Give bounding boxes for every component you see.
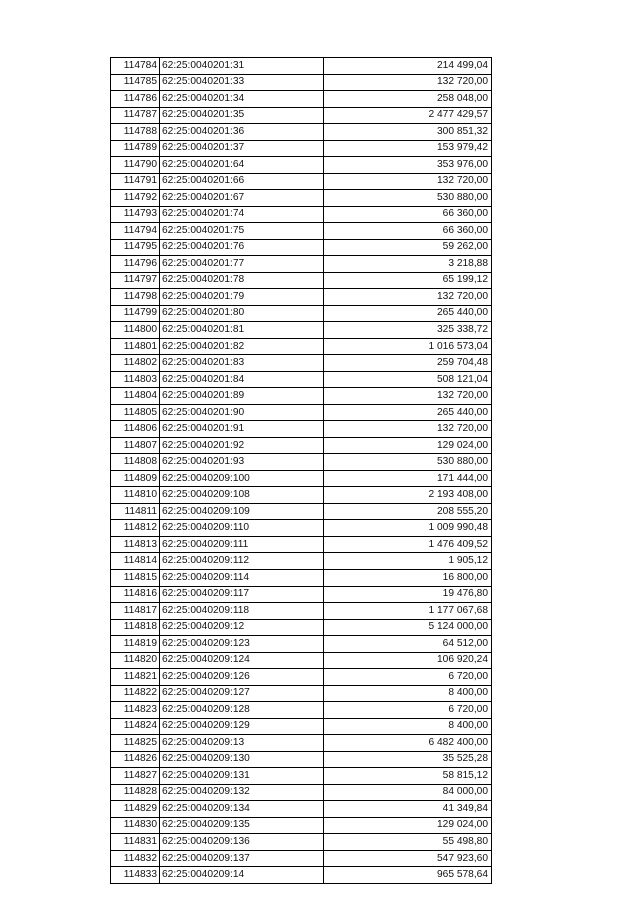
value-cell: 325 338,72: [324, 322, 492, 339]
value-cell: 1 476 409,52: [324, 536, 492, 553]
value-cell: 530 880,00: [324, 190, 492, 207]
table-row: [111, 669, 492, 686]
cadastral-number-cell: 62:25:0040201:35: [160, 107, 324, 124]
cadastral-number-cell: 62:25:0040209:130: [160, 751, 324, 768]
row-id-cell: 114799: [111, 305, 160, 322]
value-cell: 129 024,00: [324, 437, 492, 454]
cadastral-number-cell: 62:25:0040201:66: [160, 173, 324, 190]
cadastral-number-cell: 62:25:0040209:135: [160, 817, 324, 834]
cadastral-number-cell: 62:25:0040209:110: [160, 520, 324, 537]
value-cell: 171 444,00: [324, 470, 492, 487]
row-id-cell: 114832: [111, 850, 160, 867]
table-row: [111, 305, 492, 322]
value-cell: 132 720,00: [324, 289, 492, 306]
table-row: [111, 718, 492, 735]
table-row: [111, 74, 492, 91]
value-cell: 1 177 067,68: [324, 603, 492, 620]
value-cell: 132 720,00: [324, 388, 492, 405]
row-id-cell: 114807: [111, 437, 160, 454]
cadastral-number-cell: 62:25:0040201:78: [160, 272, 324, 289]
row-id-cell: 114791: [111, 173, 160, 190]
cadastral-number-cell: 62:25:0040209:123: [160, 636, 324, 653]
row-id-cell: 114826: [111, 751, 160, 768]
table-row: [111, 603, 492, 620]
row-id-cell: 114824: [111, 718, 160, 735]
value-cell: 300 851,32: [324, 124, 492, 141]
table-row: [111, 503, 492, 520]
cadastral-number-cell: 62:25:0040201:83: [160, 355, 324, 372]
value-cell: 2 477 429,57: [324, 107, 492, 124]
row-id-cell: 114811: [111, 503, 160, 520]
row-id-cell: 114820: [111, 652, 160, 669]
cadastral-number-cell: 62:25:0040209:109: [160, 503, 324, 520]
table-row: [111, 223, 492, 240]
row-id-cell: 114805: [111, 404, 160, 421]
value-cell: 353 976,00: [324, 157, 492, 174]
value-cell: 41 349,84: [324, 801, 492, 818]
cadastral-number-cell: 62:25:0040201:34: [160, 91, 324, 108]
row-id-cell: 114806: [111, 421, 160, 438]
cadastral-number-cell: 62:25:0040209:128: [160, 702, 324, 719]
row-id-cell: 114803: [111, 371, 160, 388]
cadastral-number-cell: 62:25:0040201:64: [160, 157, 324, 174]
table-row: [111, 256, 492, 273]
row-id-cell: 114790: [111, 157, 160, 174]
value-cell: 508 121,04: [324, 371, 492, 388]
cadastral-number-cell: 62:25:0040209:118: [160, 603, 324, 620]
cadastral-number-cell: 62:25:0040209:134: [160, 801, 324, 818]
value-cell: 65 199,12: [324, 272, 492, 289]
row-id-cell: 114798: [111, 289, 160, 306]
table-row: [111, 768, 492, 785]
table-row: [111, 817, 492, 834]
value-cell: 6 482 400,00: [324, 735, 492, 752]
cadastral-number-cell: 62:25:0040201:81: [160, 322, 324, 339]
table-row: [111, 784, 492, 801]
table-row: [111, 454, 492, 471]
value-cell: 1 016 573,04: [324, 338, 492, 355]
row-id-cell: 114809: [111, 470, 160, 487]
table-row: [111, 272, 492, 289]
value-cell: 6 720,00: [324, 669, 492, 686]
table-row: [111, 289, 492, 306]
cadastral-number-cell: 62:25:0040209:126: [160, 669, 324, 686]
table-row: [111, 801, 492, 818]
value-cell: 5 124 000,00: [324, 619, 492, 636]
table-row: [111, 751, 492, 768]
cadastral-number-cell: 62:25:0040209:12: [160, 619, 324, 636]
cadastral-number-cell: 62:25:0040201:37: [160, 140, 324, 157]
cadastral-number-cell: 62:25:0040209:114: [160, 569, 324, 586]
cadastral-number-cell: 62:25:0040201:89: [160, 388, 324, 405]
value-cell: 66 360,00: [324, 223, 492, 240]
value-cell: 55 498,80: [324, 834, 492, 851]
value-cell: 1 905,12: [324, 553, 492, 570]
cadastral-number-cell: 62:25:0040201:36: [160, 124, 324, 141]
row-id-cell: 114816: [111, 586, 160, 603]
value-cell: 265 440,00: [324, 404, 492, 421]
cadastral-number-cell: 62:25:0040201:77: [160, 256, 324, 273]
row-id-cell: 114797: [111, 272, 160, 289]
value-cell: 547 923,60: [324, 850, 492, 867]
cadastral-number-cell: 62:25:0040201:93: [160, 454, 324, 471]
table-row: [111, 685, 492, 702]
value-cell: 64 512,00: [324, 636, 492, 653]
table-row: [111, 421, 492, 438]
row-id-cell: 114808: [111, 454, 160, 471]
value-cell: 1 009 990,48: [324, 520, 492, 537]
table-row: [111, 124, 492, 141]
table-row: [111, 652, 492, 669]
cadastral-number-cell: 62:25:0040201:31: [160, 58, 324, 75]
row-id-cell: 114815: [111, 569, 160, 586]
row-id-cell: 114793: [111, 206, 160, 223]
row-id-cell: 114817: [111, 603, 160, 620]
table-row: [111, 190, 492, 207]
cadastral-number-cell: 62:25:0040201:75: [160, 223, 324, 240]
cadastral-number-cell: 62:25:0040201:84: [160, 371, 324, 388]
cadastral-number-cell: 62:25:0040209:100: [160, 470, 324, 487]
value-cell: 59 262,00: [324, 239, 492, 256]
cadastral-number-cell: 62:25:0040201:90: [160, 404, 324, 421]
row-id-cell: 114818: [111, 619, 160, 636]
value-cell: 214 499,04: [324, 58, 492, 75]
value-cell: 66 360,00: [324, 206, 492, 223]
table-row: [111, 867, 492, 884]
cadastral-number-cell: 62:25:0040201:82: [160, 338, 324, 355]
value-cell: 132 720,00: [324, 421, 492, 438]
row-id-cell: 114825: [111, 735, 160, 752]
row-id-cell: 114786: [111, 91, 160, 108]
table-row: [111, 91, 492, 108]
table-row: [111, 322, 492, 339]
row-id-cell: 114813: [111, 536, 160, 553]
cadastral-number-cell: 62:25:0040209:127: [160, 685, 324, 702]
row-id-cell: 114810: [111, 487, 160, 504]
row-id-cell: 114789: [111, 140, 160, 157]
value-cell: 58 815,12: [324, 768, 492, 785]
cadastral-number-cell: 62:25:0040209:117: [160, 586, 324, 603]
row-id-cell: 114792: [111, 190, 160, 207]
value-cell: 16 800,00: [324, 569, 492, 586]
cadastral-number-cell: 62:25:0040209:13: [160, 735, 324, 752]
cadastral-number-cell: 62:25:0040209:14: [160, 867, 324, 884]
value-cell: 2 193 408,00: [324, 487, 492, 504]
table-row: [111, 157, 492, 174]
table-body: [111, 58, 492, 884]
row-id-cell: 114788: [111, 124, 160, 141]
value-cell: 153 979,42: [324, 140, 492, 157]
value-cell: 965 578,64: [324, 867, 492, 884]
table-row: [111, 173, 492, 190]
table-row: [111, 619, 492, 636]
cadastral-number-cell: 62:25:0040201:76: [160, 239, 324, 256]
value-cell: 84 000,00: [324, 784, 492, 801]
table-row: [111, 553, 492, 570]
table-row: [111, 388, 492, 405]
row-id-cell: 114796: [111, 256, 160, 273]
table-row: [111, 850, 492, 867]
row-id-cell: 114784: [111, 58, 160, 75]
table-row: [111, 702, 492, 719]
value-cell: 129 024,00: [324, 817, 492, 834]
cadastral-number-cell: 62:25:0040201:74: [160, 206, 324, 223]
table-row: [111, 239, 492, 256]
row-id-cell: 114828: [111, 784, 160, 801]
value-cell: 8 400,00: [324, 718, 492, 735]
row-id-cell: 114800: [111, 322, 160, 339]
row-id-cell: 114822: [111, 685, 160, 702]
document-page: [110, 57, 492, 884]
row-id-cell: 114833: [111, 867, 160, 884]
row-id-cell: 114827: [111, 768, 160, 785]
table-row: [111, 520, 492, 537]
cadastral-number-cell: 62:25:0040209:124: [160, 652, 324, 669]
cadastral-number-cell: 62:25:0040201:79: [160, 289, 324, 306]
cadastral-number-cell: 62:25:0040209:136: [160, 834, 324, 851]
table-row: [111, 437, 492, 454]
table-row: [111, 404, 492, 421]
table-row: [111, 470, 492, 487]
cadastral-number-cell: 62:25:0040209:111: [160, 536, 324, 553]
row-id-cell: 114823: [111, 702, 160, 719]
value-cell: 19 476,80: [324, 586, 492, 603]
cadastral-number-cell: 62:25:0040209:132: [160, 784, 324, 801]
table-row: [111, 834, 492, 851]
cadastral-number-cell: 62:25:0040209:131: [160, 768, 324, 785]
row-id-cell: 114812: [111, 520, 160, 537]
row-id-cell: 114819: [111, 636, 160, 653]
table-row: [111, 206, 492, 223]
row-id-cell: 114821: [111, 669, 160, 686]
table-row: [111, 586, 492, 603]
cadastral-number-cell: 62:25:0040201:92: [160, 437, 324, 454]
row-id-cell: 114787: [111, 107, 160, 124]
value-cell: 132 720,00: [324, 173, 492, 190]
value-cell: 208 555,20: [324, 503, 492, 520]
cadastral-value-table: [110, 57, 492, 884]
value-cell: 3 218,88: [324, 256, 492, 273]
cadastral-number-cell: 62:25:0040201:33: [160, 74, 324, 91]
value-cell: 530 880,00: [324, 454, 492, 471]
table-row: [111, 58, 492, 75]
row-id-cell: 114831: [111, 834, 160, 851]
cadastral-number-cell: 62:25:0040201:91: [160, 421, 324, 438]
cadastral-number-cell: 62:25:0040201:67: [160, 190, 324, 207]
table-row: [111, 338, 492, 355]
table-row: [111, 536, 492, 553]
row-id-cell: 114795: [111, 239, 160, 256]
value-cell: 106 920,24: [324, 652, 492, 669]
value-cell: 35 525,28: [324, 751, 492, 768]
value-cell: 6 720,00: [324, 702, 492, 719]
row-id-cell: 114829: [111, 801, 160, 818]
cadastral-number-cell: 62:25:0040209:137: [160, 850, 324, 867]
value-cell: 8 400,00: [324, 685, 492, 702]
cadastral-number-cell: 62:25:0040209:108: [160, 487, 324, 504]
table-row: [111, 636, 492, 653]
value-cell: 259 704,48: [324, 355, 492, 372]
table-row: [111, 569, 492, 586]
table-row: [111, 140, 492, 157]
cadastral-number-cell: 62:25:0040209:129: [160, 718, 324, 735]
table-row: [111, 735, 492, 752]
cadastral-number-cell: 62:25:0040209:112: [160, 553, 324, 570]
row-id-cell: 114802: [111, 355, 160, 372]
row-id-cell: 114804: [111, 388, 160, 405]
cadastral-number-cell: 62:25:0040201:80: [160, 305, 324, 322]
value-cell: 132 720,00: [324, 74, 492, 91]
table-row: [111, 355, 492, 372]
row-id-cell: 114794: [111, 223, 160, 240]
table-row: [111, 487, 492, 504]
row-id-cell: 114830: [111, 817, 160, 834]
row-id-cell: 114785: [111, 74, 160, 91]
row-id-cell: 114801: [111, 338, 160, 355]
row-id-cell: 114814: [111, 553, 160, 570]
value-cell: 265 440,00: [324, 305, 492, 322]
table-row: [111, 107, 492, 124]
table-row: [111, 371, 492, 388]
value-cell: 258 048,00: [324, 91, 492, 108]
